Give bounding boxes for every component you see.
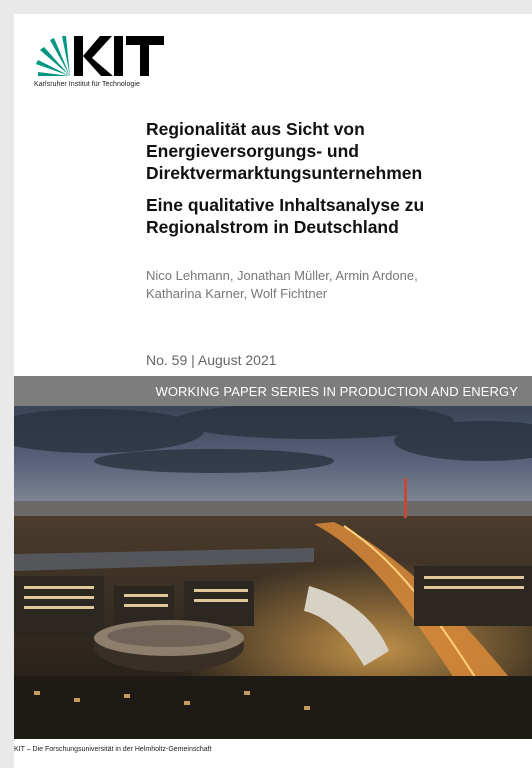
night-city-photo [14,406,532,739]
kit-logo [34,34,184,104]
cover-photo [14,406,532,739]
authors: Nico Lehmann, Jonathan Müller, Armin Ardone, Katharina Karner, Wolf Fichtner [146,268,418,301]
issue-number-date: No. 59 | August 2021 [146,352,277,368]
series-bar [14,376,532,406]
title-block [146,118,526,238]
series-title: WORKING PAPER SERIES IN PRODUCTION AND ENERGY [155,384,518,399]
footer-url[interactable]: www.iip.kit.edu [427,745,520,761]
main-title: Regionalität aus Sicht von Energieversorgungs- und Direktvermarktungsunternehmen [146,119,423,183]
footer-affiliation: KIT – Die Forschungsuniversität in der Helmholtz-Gemeinschaft [14,746,212,753]
subtitle: Eine qualitative Inhaltsanalyse zu Regionalstrom in Deutschland [146,195,425,237]
kit-logo-icon [34,34,184,80]
logo-subtitle: Karlsruher Institut für Technologie [34,81,140,88]
cover-page [14,14,532,768]
